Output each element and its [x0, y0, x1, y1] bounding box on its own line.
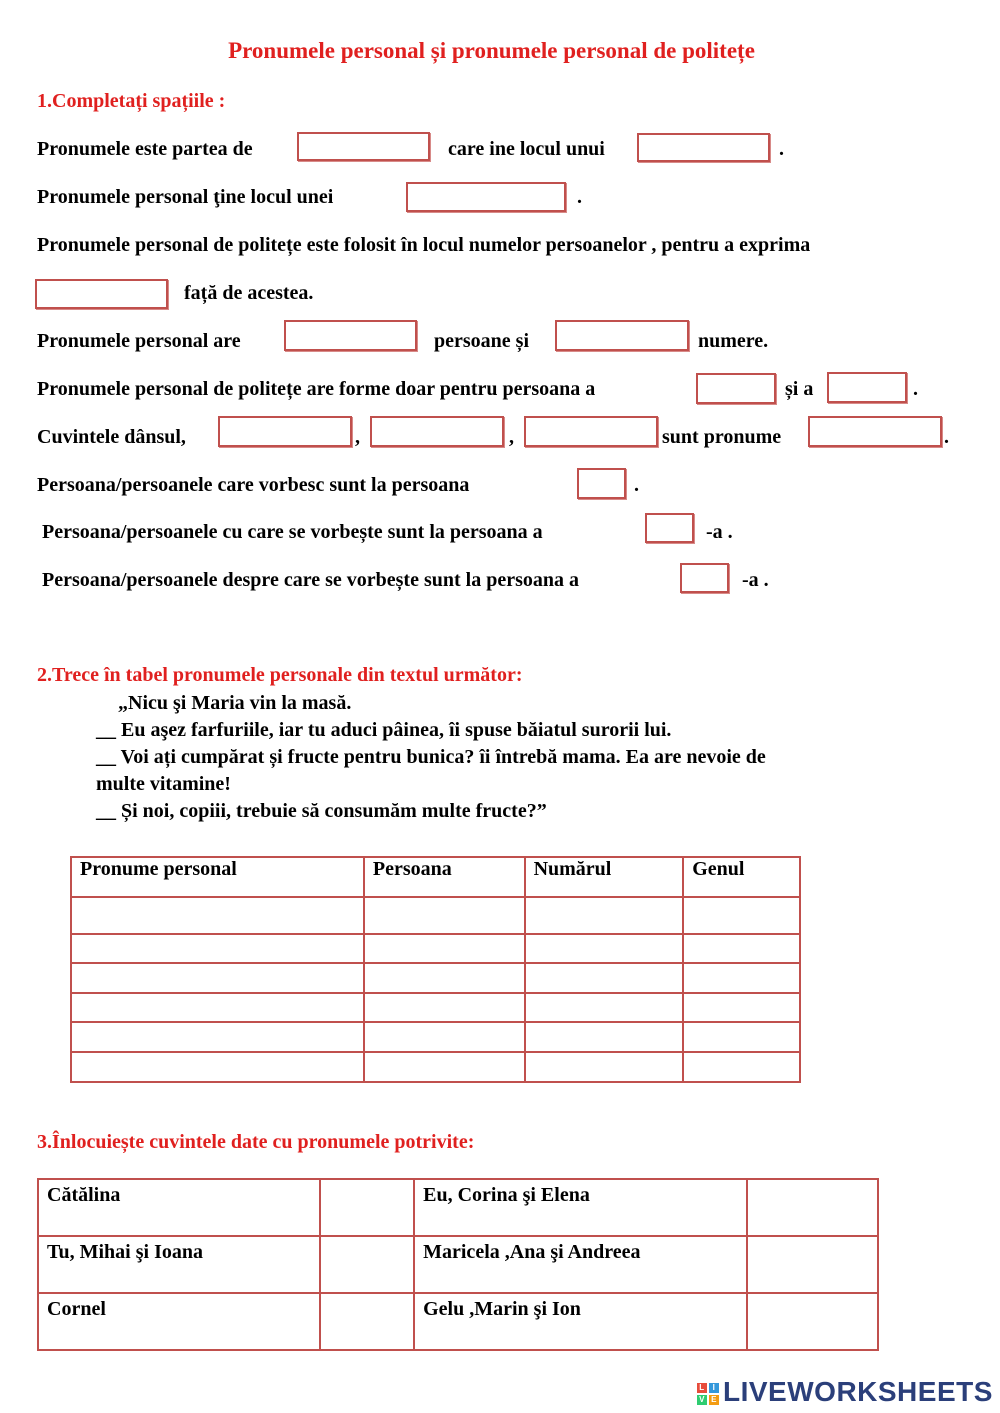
- word-cell: Cornel: [38, 1293, 320, 1350]
- blank-3[interactable]: [406, 182, 566, 212]
- story-line-4: multe vitamine!: [96, 773, 231, 795]
- story-line-5: __ Și noi, copiii, trebuie să consumăm multe fructe?”: [96, 800, 547, 822]
- word-cell: Eu, Corina şi Elena: [414, 1179, 747, 1236]
- line7-text-b: ,: [355, 426, 360, 448]
- logo-mark-l: L: [697, 1383, 707, 1393]
- blank-13[interactable]: [577, 468, 626, 499]
- answer-cell[interactable]: [320, 1179, 414, 1236]
- table-cell[interactable]: [71, 934, 364, 963]
- table-row: [38, 1293, 878, 1350]
- section3-heading: 3.Înlocuiește cuvintele date cu pronumele potrivite:: [37, 1131, 475, 1153]
- table-cell[interactable]: [525, 963, 684, 993]
- line8-text-a: Persoana/persoanele care vorbesc sunt la persoana: [37, 474, 470, 496]
- word-cell: Cătălina: [38, 1179, 320, 1236]
- table-row: [71, 1022, 800, 1052]
- line2-text-a: Pronumele personal ţine locul unei: [37, 186, 334, 208]
- table-cell[interactable]: [364, 1052, 525, 1082]
- table-cell[interactable]: [683, 993, 800, 1022]
- word-cell: Maricela ,Ana şi Andreea: [414, 1236, 747, 1293]
- table-cell[interactable]: [71, 1052, 364, 1082]
- table-cell[interactable]: [364, 897, 525, 934]
- header-genul: Genul: [683, 857, 800, 897]
- line3-text: Pronumele personal de politețe este folosit în locul numelor persoanelor , pentru a exprima: [37, 234, 811, 256]
- line9-text-a: Persoana/persoanele cu care se vorbește sunt la persoana a: [42, 521, 543, 543]
- header-pronume: Pronume personal: [71, 857, 364, 897]
- table-cell[interactable]: [525, 1022, 684, 1052]
- table-row: [71, 897, 800, 934]
- logo-mark-i: I: [709, 1383, 719, 1393]
- table-row: [71, 1052, 800, 1082]
- blank-9[interactable]: [218, 416, 352, 447]
- table-row: [71, 993, 800, 1022]
- story-line-3: __ Voi ați cumpărat și fructe pentru bunica? îi întrebă mama. Ea are nevoie de: [96, 746, 766, 768]
- logo-mark-v: V: [697, 1395, 707, 1405]
- replacement-table: [37, 1178, 879, 1351]
- page-title: Pronumele personal și pronumele personal de politețe: [228, 38, 755, 63]
- story-line-2: __ Eu aşez farfuriile, iar tu aduci pâinea, îi spuse băiatul surorii lui.: [96, 719, 672, 741]
- header-persoana: Persoana: [364, 857, 525, 897]
- blank-7[interactable]: [696, 373, 776, 404]
- table-cell[interactable]: [71, 1022, 364, 1052]
- logo-mark-e: E: [709, 1395, 719, 1405]
- line9-text-b: -a .: [706, 521, 733, 543]
- answer-cell[interactable]: [747, 1293, 878, 1350]
- table-cell[interactable]: [683, 963, 800, 993]
- answer-cell[interactable]: [747, 1236, 878, 1293]
- table-cell[interactable]: [71, 963, 364, 993]
- line7-text-d: sunt pronume: [662, 426, 782, 448]
- line4-text: față de acestea.: [184, 282, 314, 304]
- blank-2[interactable]: [637, 133, 770, 162]
- table-row: [38, 1179, 878, 1236]
- header-numarul: Numărul: [525, 857, 684, 897]
- section1-heading: 1.Completați spațiile :: [37, 90, 226, 112]
- table-cell[interactable]: [525, 934, 684, 963]
- word-cell: Tu, Mihai şi Ioana: [38, 1236, 320, 1293]
- line5-text-b: persoane și: [434, 330, 529, 352]
- table-cell[interactable]: [364, 934, 525, 963]
- story-line-1: „Nicu şi Maria vin la masă.: [118, 692, 352, 714]
- line5-text-a: Pronumele personal are: [37, 330, 241, 352]
- blank-5[interactable]: [284, 320, 417, 351]
- blank-12[interactable]: [808, 416, 942, 447]
- table-cell[interactable]: [71, 897, 364, 934]
- pronoun-table: [70, 856, 801, 1083]
- word-cell: Gelu ,Marin şi Ion: [414, 1293, 747, 1350]
- table-cell[interactable]: [683, 897, 800, 934]
- table-row: [38, 1236, 878, 1293]
- blank-1[interactable]: [297, 132, 430, 161]
- line8-text-b: .: [634, 474, 639, 496]
- table-cell[interactable]: [525, 897, 684, 934]
- blank-4[interactable]: [35, 279, 168, 309]
- table-row: [71, 934, 800, 963]
- table-cell[interactable]: [525, 993, 684, 1022]
- line6-text-b: și a: [785, 378, 814, 400]
- table-cell[interactable]: [71, 993, 364, 1022]
- answer-cell[interactable]: [747, 1179, 878, 1236]
- blank-15[interactable]: [680, 563, 729, 593]
- line6-text-c: .: [913, 378, 918, 400]
- logo-mark-icon: [697, 1383, 719, 1405]
- line7-text-e: .: [944, 426, 949, 448]
- blank-8[interactable]: [827, 372, 907, 403]
- table-cell[interactable]: [525, 1052, 684, 1082]
- table-cell[interactable]: [683, 1022, 800, 1052]
- liveworksheets-logo: [697, 1376, 993, 1408]
- table-cell[interactable]: [364, 1022, 525, 1052]
- section2-heading: 2.Trece în tabel pronumele personale din textul următor:: [37, 664, 523, 686]
- line1-text-a: Pronumele este partea de: [37, 138, 253, 160]
- line7-text-c: ,: [509, 426, 514, 448]
- line6-text-a: Pronumele personal de politețe are forme doar pentru persoana a: [37, 378, 596, 400]
- line1-text-c: .: [779, 138, 784, 160]
- blank-10[interactable]: [370, 416, 504, 447]
- blank-14[interactable]: [645, 513, 694, 543]
- line7-text-a: Cuvintele dânsul,: [37, 426, 186, 448]
- answer-cell[interactable]: [320, 1236, 414, 1293]
- blank-6[interactable]: [555, 320, 689, 351]
- line10-text-a: Persoana/persoanele despre care se vorbește sunt la persoana a: [42, 569, 579, 591]
- table-cell[interactable]: [683, 1052, 800, 1082]
- answer-cell[interactable]: [320, 1293, 414, 1350]
- line10-text-b: -a .: [742, 569, 769, 591]
- table-cell[interactable]: [364, 963, 525, 993]
- line5-text-c: numere.: [698, 330, 769, 352]
- table-cell[interactable]: [683, 934, 800, 963]
- table-cell[interactable]: [364, 993, 525, 1022]
- blank-11[interactable]: [524, 416, 658, 447]
- line2-text-b: .: [577, 186, 582, 208]
- logo-text: LIVEWORKSHEETS: [723, 1376, 993, 1407]
- line1-text-b: care ine locul unui: [448, 138, 605, 160]
- table-row: [71, 963, 800, 993]
